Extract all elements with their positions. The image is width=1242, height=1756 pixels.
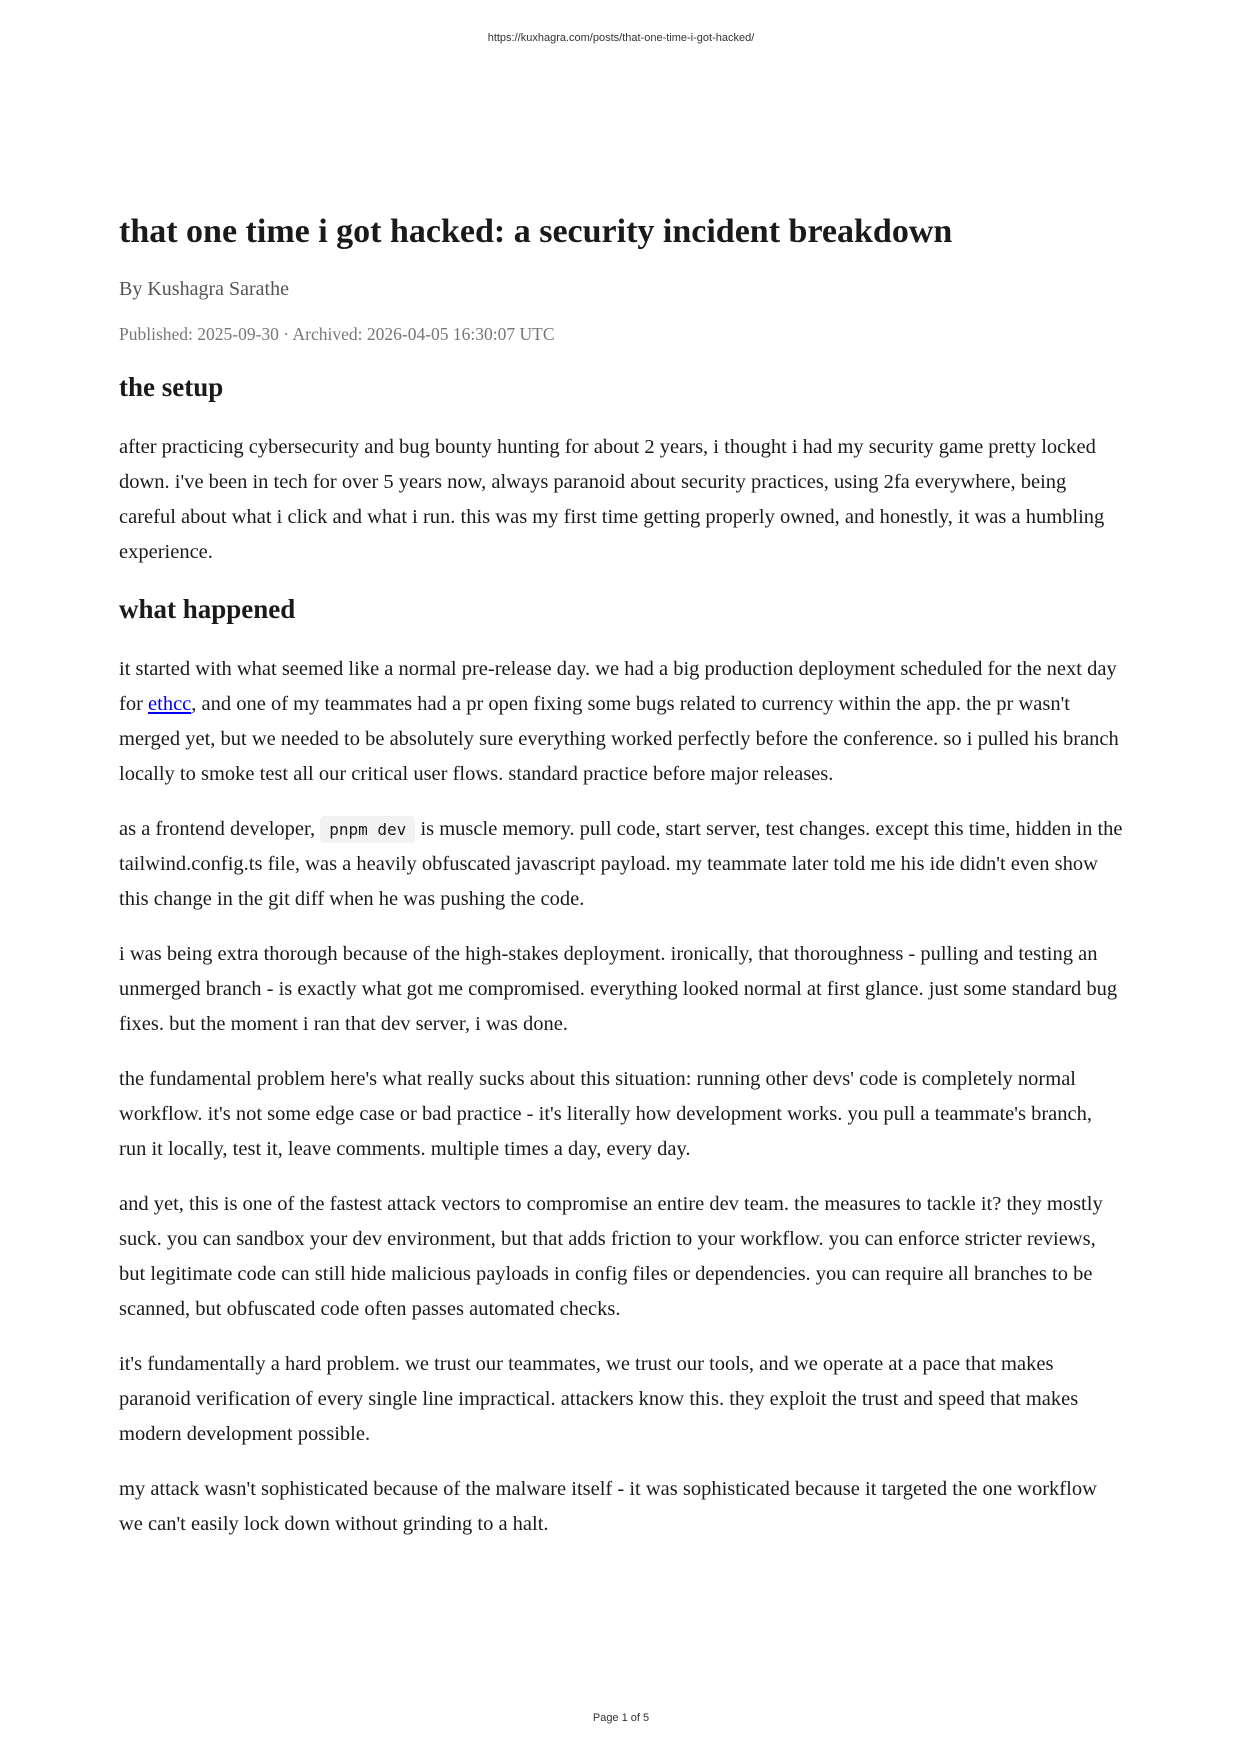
publish-meta: Published: 2025-09-30 · Archived: 2026-04-05 16:30:07 UTC <box>119 324 555 344</box>
heading-what-happened: what happened <box>119 594 296 624</box>
text: as a frontend developer, <box>119 818 321 840</box>
text: , and one of my teammates had a pr open fixing some bugs related to currency within the app. the pr wasn't merged yet, but we needed to be absolutely sure everything worked perfectly before the conference. so i pulled his branch locally to smoke test all our critical user flows. standard practice before major releases. <box>119 693 1119 785</box>
paragraph: and yet, this is one of the fastest attack vectors to compromise an entire dev team. the measures to tackle it? they mostly suck. you can sandbox your dev environment, but that adds friction to your workflow. you can enforce stricter reviews, but legitimate code can still hide malicious payloads in config files or dependencies. you can require all branches to be scanned, but obfuscated code often passes automated checks. <box>119 1193 1103 1320</box>
paragraph: the fundamental problem here's what really sucks about this situation: running other devs' code is completely normal workflow. it's not some edge case or bad practice - it's literally how development works. you pull a teammate's branch, run it locally, test it, leave comments. multiple times a day, every day. <box>119 1068 1092 1160</box>
article-title: that one time i got hacked: a security incident breakdown <box>119 213 953 250</box>
paragraph: after practicing cybersecurity and bug bounty hunting for about 2 years, i thought i had my security game pretty locked down. i've been in tech for over 5 years now, always paranoid about security practices, using 2fa everywhere, being careful about what i click and what i run. this was my first time getting properly owned, and honestly, it was a humbling experience. <box>119 436 1105 563</box>
paragraph <box>119 812 1124 917</box>
text: it started with what seemed like a normal pre-release day. we had a big production deployment scheduled for the next day for <box>119 658 1117 715</box>
article <box>119 212 1124 1542</box>
paragraph: i was being extra thorough because of the high-stakes deployment. ironically, that thoroughness - pulling and testing an unmerged branch - is exactly what got me compromised. everything looked normal at first glance. just some standard bug fixes. but the moment i ran that dev server, i was done. <box>119 943 1118 1035</box>
inline-code: pnpm dev <box>320 816 415 843</box>
paragraph: my attack wasn't sophisticated because of the malware itself - it was sophisticated because it targeted the one workflow we can't easily lock down without grinding to a halt. <box>119 1478 1097 1535</box>
ethcc-link[interactable]: ethcc <box>148 693 192 715</box>
paragraph: it's fundamentally a hard problem. we trust our teammates, we trust our tools, and we operate at a pace that makes paranoid verification of every single line impractical. attackers know this. they exploit the trust and speed that makes modern development possible. <box>119 1353 1079 1445</box>
paragraph <box>119 652 1124 792</box>
page-url: https://kuxhagra.com/posts/that-one-time-i-got-hacked/ <box>487 32 755 44</box>
author-byline: By Kushagra Sarathe <box>119 278 289 300</box>
heading-the-setup: the setup <box>119 372 224 402</box>
page-number: Page 1 of 5 <box>592 1712 650 1724</box>
text: is muscle memory. pull code, start server, test changes. except this time, hidden in the tailwind.config.ts file, was a heavily obfuscated javascript payload. my teammate later told me his ide didn't even show this change in the git diff when he was pushing the code. <box>119 818 1123 910</box>
